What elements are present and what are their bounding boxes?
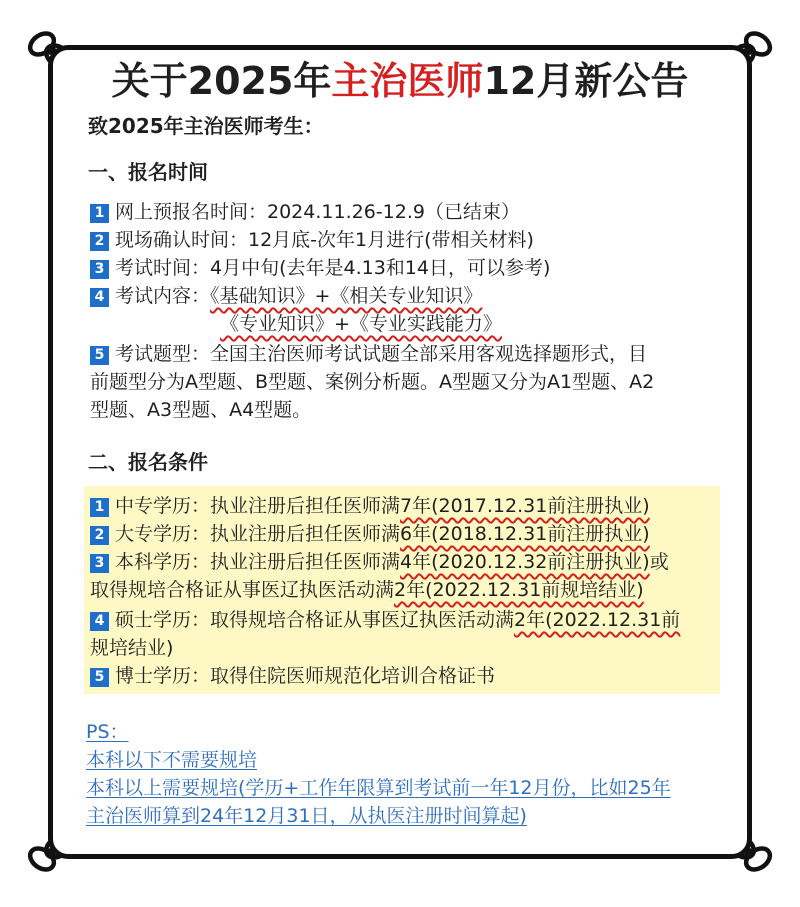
item-text: 考试题型：全国主治医师考试试题全部采用客观选择题形式，目 bbox=[115, 343, 648, 365]
number-badge: 2 bbox=[90, 526, 109, 545]
item-text: 现场确认时间：12月底-次年1月进行(带相关材料) bbox=[115, 229, 534, 251]
list-item bbox=[90, 492, 650, 520]
number-badge: 3 bbox=[90, 554, 109, 573]
list-item bbox=[90, 282, 482, 310]
item-text: 取得规培合格证从事医辽执医活动满 bbox=[90, 579, 395, 601]
ps-line: 本科以下不需要规培 bbox=[86, 749, 258, 771]
number-badge: 3 bbox=[90, 260, 109, 279]
item-text: 中专学历：执业注册后担任医师满 bbox=[115, 495, 401, 517]
ps-label: PS： bbox=[86, 721, 129, 743]
item-emphasis: 7年(2017.12.31前注册执业) bbox=[400, 495, 650, 517]
list-item bbox=[90, 340, 647, 368]
list-item bbox=[90, 606, 680, 634]
ps-line: 主治医师算到24年12月31日，从执医注册时间算起) bbox=[86, 805, 527, 827]
list-item bbox=[90, 662, 495, 690]
title-prefix: 关于2025年 bbox=[111, 59, 332, 103]
list-item-continuation bbox=[220, 310, 502, 338]
section-heading-time: 一、报名时间 bbox=[88, 160, 208, 184]
list-item bbox=[90, 226, 534, 254]
number-badge: 1 bbox=[90, 204, 109, 223]
item-emphasis: 6年(2018.12.31前注册执业) bbox=[400, 523, 650, 545]
greeting: 致2025年主治医师考生： bbox=[88, 114, 324, 138]
item-emphasis: 2年(2022.12.31前规培结业) bbox=[394, 579, 644, 601]
number-badge: 4 bbox=[90, 288, 109, 307]
number-badge: 4 bbox=[90, 612, 109, 631]
exam-subjects-line1: 《基础知识》+《相关专业知识》 bbox=[210, 285, 483, 307]
item-text-continuation: 前题型分为A型题、B型题、案例分析题。A型题又分为A1型题、A2 bbox=[90, 371, 655, 393]
ps-line: 本科以上需要规培(学历+工作年限算到考试前一年12月份，比如25年 bbox=[86, 777, 671, 799]
list-item-continuation bbox=[90, 576, 644, 604]
title-highlight: 主治医师 bbox=[331, 59, 484, 103]
list-item bbox=[90, 520, 650, 548]
list-item bbox=[90, 254, 550, 282]
page-title bbox=[0, 50, 800, 105]
number-badge: 1 bbox=[90, 498, 109, 517]
title-suffix: 12月新公告 bbox=[483, 59, 689, 103]
exam-subjects-line2: 《专业知识》+《专业实践能力》 bbox=[220, 313, 502, 335]
list-item bbox=[90, 198, 520, 226]
item-text: 本科学历：执业注册后担任医师满 bbox=[115, 551, 401, 573]
number-badge: 5 bbox=[90, 346, 109, 365]
item-emphasis: 2年(2022.12.31前 bbox=[514, 609, 681, 631]
item-text: 考试时间：4月中旬(去年是4.13和14日，可以参考) bbox=[115, 257, 551, 279]
number-badge: 5 bbox=[90, 668, 109, 687]
item-text: 硕士学历：取得规培合格证从事医辽执医活动满 bbox=[115, 609, 515, 631]
item-text: 博士学历：取得住院医师规范化培训合格证书 bbox=[115, 665, 496, 687]
list-item bbox=[90, 548, 669, 576]
number-badge: 2 bbox=[90, 232, 109, 251]
item-text-tail: 或 bbox=[649, 551, 669, 573]
item-label: 考试内容： bbox=[115, 285, 211, 307]
item-text: 网上预报名时间：2024.11.26-12.9（已结束） bbox=[115, 201, 520, 223]
item-text-continuation: 型题、A3型题、A4型题。 bbox=[90, 399, 312, 421]
item-text: 大专学历：执业注册后担任医师满 bbox=[115, 523, 401, 545]
item-emphasis: 4年(2020.12.32前注册执业) bbox=[400, 551, 650, 573]
list-item-continuation: 规培结业) bbox=[90, 637, 174, 659]
section-heading-conditions: 二、报名条件 bbox=[88, 450, 208, 474]
